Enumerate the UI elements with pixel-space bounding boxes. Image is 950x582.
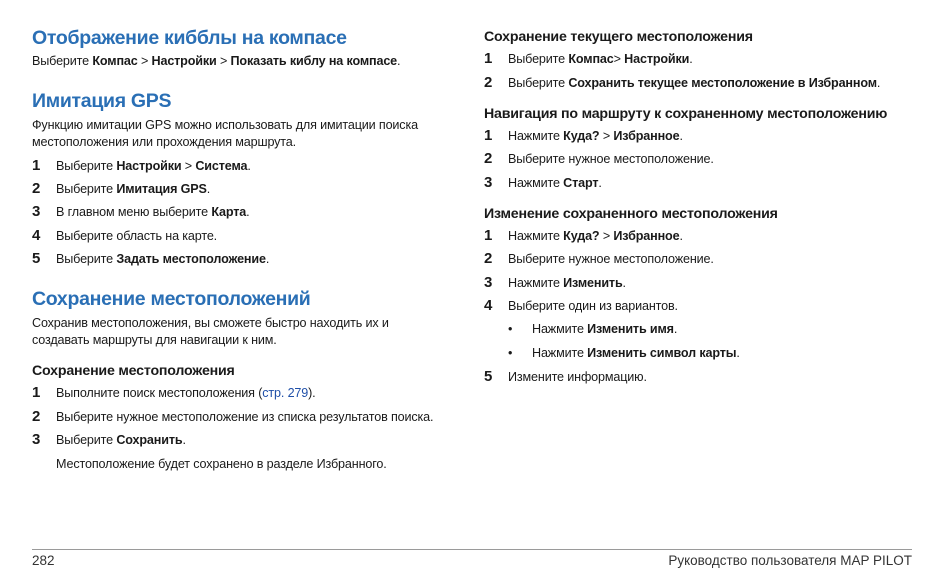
saving-section-title: Сохранение местоположений <box>32 288 311 310</box>
current-location-title: Сохранение текущего местоположения <box>484 29 753 45</box>
compass-instruction: Выберите Компас > Настройки > Показать киблу на компасе. <box>32 54 401 68</box>
navigate-title: Навигация по маршруту к сохраненному местоположению <box>484 106 888 122</box>
edit-location-title: Изменение сохраненного местоположения <box>484 206 778 222</box>
gps-section-title: Имитация GPS <box>32 90 172 112</box>
gps-intro: Функцию имитации GPS можно использовать для имитации поиска местоположения или прохождения маршрута. <box>32 118 418 149</box>
page-number: 282 <box>32 553 55 568</box>
page-reference-link[interactable]: стр. 279 <box>262 386 309 400</box>
footer-divider <box>32 549 912 550</box>
saving-intro: Сохранив местоположения, вы сможете быстро находить их и создавать маршруты для навигации к ним. <box>32 316 389 347</box>
save-location-subtitle: Сохранение местоположения <box>32 363 235 379</box>
compass-section-title: Отображение кибблы на компасе <box>32 27 347 49</box>
document-title: Руководство пользователя MAP PILOT <box>668 553 912 568</box>
